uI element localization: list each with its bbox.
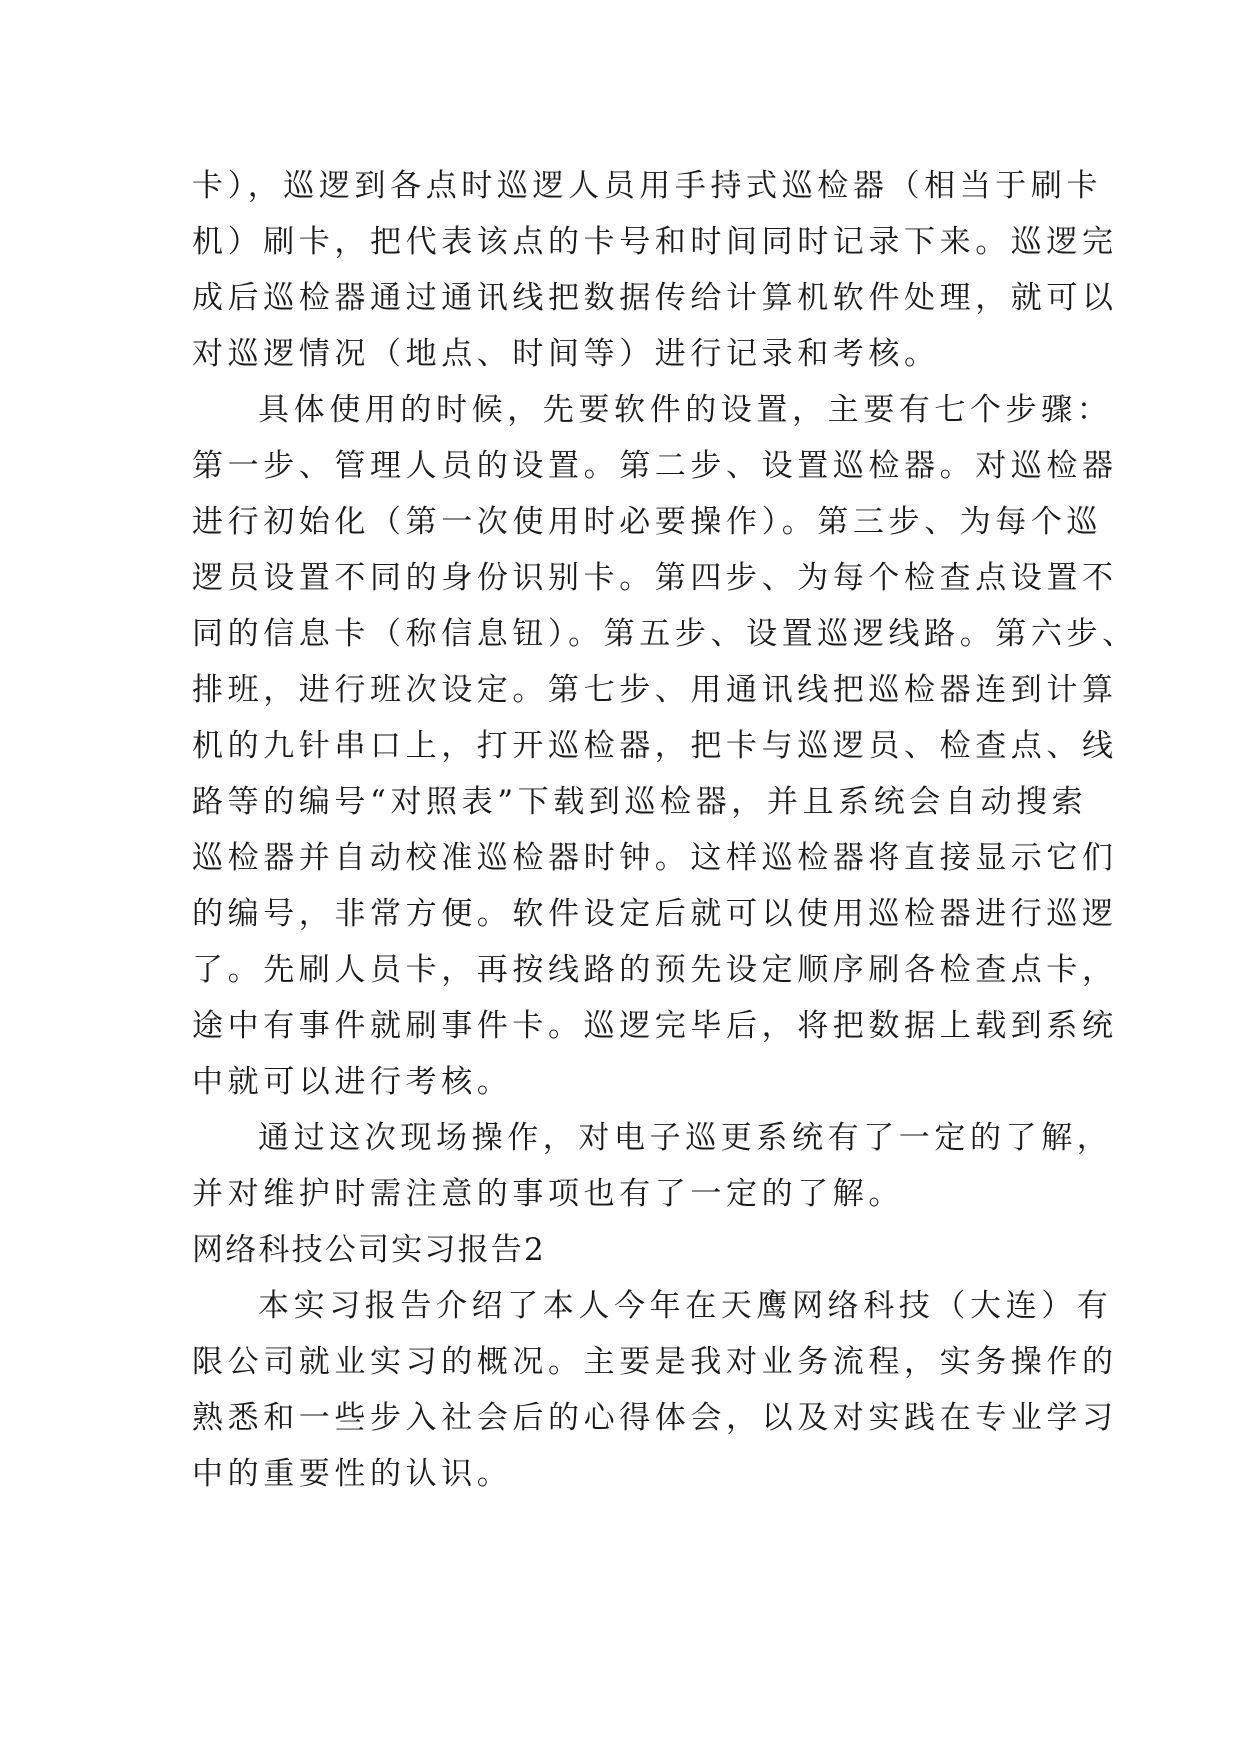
text-line: 同的信息卡（称信息钮）。第五步、设置巡逻线路。第六步、 <box>192 616 1138 652</box>
text-line: 机的九针串口上，打开巡检器，把卡与巡逻员、检查点、线 <box>192 728 1118 764</box>
text-line: 限公司就业实习的概况。主要是我对业务流程，实务操作的 <box>192 1344 1118 1380</box>
text-line: 路等的编号“对照表”下载到巡检器，并且系统会自动搜索 <box>192 784 1088 820</box>
text-line: 第一步、管理人员的设置。第二步、设置巡检器。对巡检器 <box>192 448 1118 484</box>
text-line: 途中有事件就刷事件卡。巡逻完毕后，将把数据上载到系统 <box>192 1008 1118 1044</box>
text-line: 中的重要性的认识。 <box>192 1456 513 1492</box>
text-line: 了。先刷人员卡，再按线路的预先设定顺序刷各检查点卡， <box>192 952 1118 988</box>
text-line: 成后巡检器通过通讯线把数据传给计算机软件处理，就可以 <box>192 280 1118 316</box>
text-line: 中就可以进行考核。 <box>192 1064 513 1100</box>
text-line: 逻员设置不同的身份识别卡。第四步、为每个检查点设置不 <box>192 560 1118 596</box>
text-line: 巡检器并自动校准巡检器时钟。这样巡检器将直接显示它们 <box>192 840 1118 876</box>
text-line: 卡），巡逻到各点时巡逻人员用手持式巡检器（相当于刷卡 <box>192 168 1103 204</box>
text-line: 对巡逻情况（地点、时间等）进行记录和考核。 <box>192 336 940 372</box>
text-line: 具体使用的时候，先要软件的设置，主要有七个步骤： <box>258 392 1113 428</box>
section-heading: 网络科技公司实习报告2 <box>192 1232 546 1268</box>
text-line: 排班，进行班次设定。第七步、用通讯线把巡检器连到计算 <box>192 672 1118 708</box>
text-line: 的编号，非常方便。软件设定后就可以使用巡检器进行巡逻 <box>192 896 1118 932</box>
text-line: 机）刷卡，把代表该点的卡号和时间同时记录下来。巡逻完 <box>192 224 1118 260</box>
text-line: 进行初始化（第一次使用时必要操作）。第三步、为每个巡 <box>192 504 1103 540</box>
text-line: 通过这次现场操作，对电子巡更系统有了一定的了解， <box>258 1120 1113 1156</box>
text-line: 熟悉和一些步入社会后的心得体会，以及对实践在专业学习 <box>192 1400 1118 1436</box>
document-page <box>192 158 1138 1502</box>
text-line: 本实习报告介绍了本人今年在天鹰网络科技（大连）有 <box>258 1288 1113 1324</box>
text-line: 并对维护时需注意的事项也有了一定的了解。 <box>192 1176 904 1212</box>
